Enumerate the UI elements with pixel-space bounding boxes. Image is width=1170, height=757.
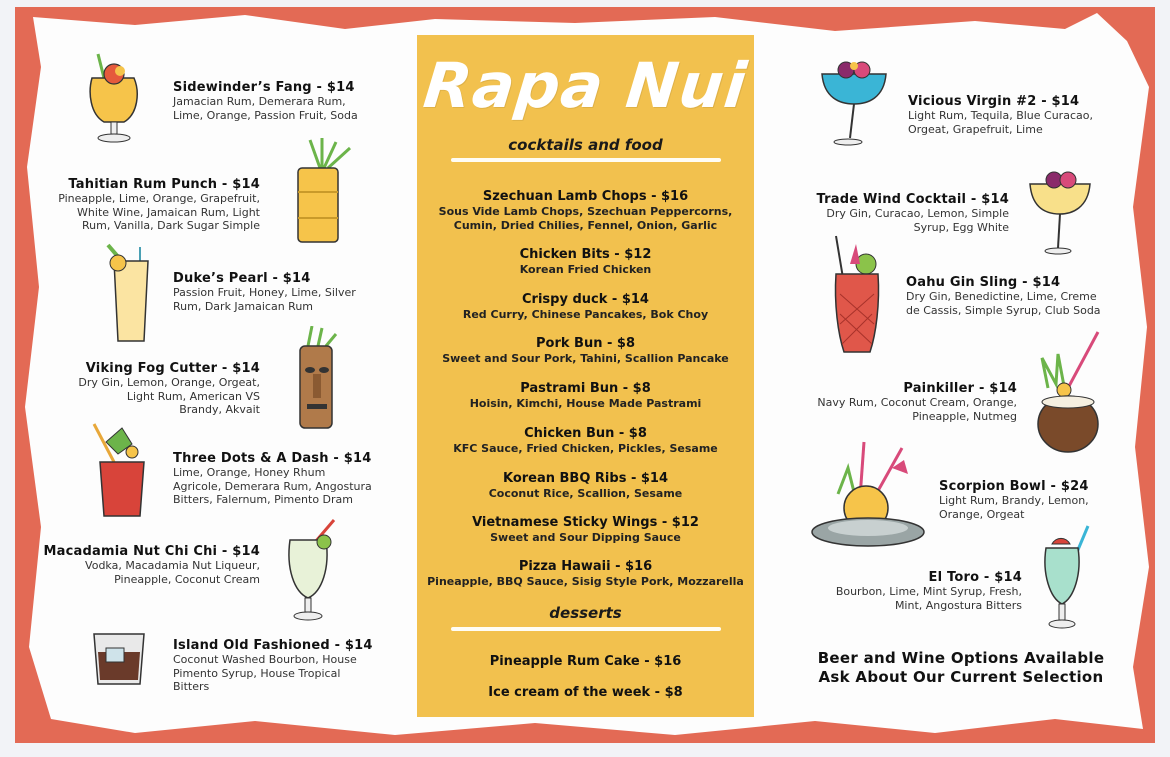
cocktail-island-old-fashioned (173, 638, 373, 694)
food-item (417, 247, 754, 277)
food-item (417, 381, 754, 411)
food-title: Chicken Bits - $12 (519, 247, 652, 262)
cocktail-ingredients: Rum, Dark Jamaican Rum (173, 299, 314, 313)
divider (451, 158, 721, 162)
cocktail-ingredients: Passion Fruit, Honey, Lime, Silver (173, 286, 356, 299)
food-title: Szechuan Lamb Chops - $16 (482, 189, 689, 204)
food-menu-panel (417, 35, 754, 717)
cocktail-ingredients: Pineapple, Coconut Cream (114, 572, 260, 586)
yellow-coupe-icon (1026, 168, 1094, 256)
food-title: Pizza Hawaii - $16 (518, 559, 653, 574)
food-title: Crispy duck - $14 (522, 292, 649, 307)
food-desc: Pineapple, BBQ Sauce, Sisig Style Pork, Mozzarella (427, 575, 744, 588)
cocktail-dukes-pearl (173, 271, 356, 313)
cocktail-ingredients: Dry Gin, Benedictine, Lime, Creme (906, 290, 1097, 303)
food-title: Korean BBQ Ribs - $14 (502, 471, 669, 486)
divider (451, 627, 721, 631)
note-line: Ask About Our Current Selection (818, 668, 1104, 686)
cocktail-ingredients: Bourbon, Lime, Mint Syrup, Fresh, (835, 585, 1022, 598)
logo: Rapa Nui (420, 49, 751, 122)
cocktail-title: Duke’s Pearl - $14 (173, 271, 311, 286)
dessert-title: Ice cream of the week - $8 (488, 685, 683, 700)
food-item (417, 292, 754, 322)
cocktail-ingredients: Light Rum, Brandy, Lemon, (939, 494, 1089, 507)
tiki-mug-icon (296, 326, 340, 432)
cocktail-title: Tahitian Rum Punch - $14 (68, 177, 260, 192)
food-desc: Cumin, Dried Chilies, Fennel, Onion, Garlic (453, 219, 718, 232)
food-desc: Korean Fried Chicken (519, 263, 652, 276)
cocktail-ingredients: Mint, Angostura Bitters (894, 598, 1022, 612)
cocktail-title: Scorpion Bowl - $24 (939, 479, 1089, 494)
cocktail-painkiller (800, 381, 1017, 423)
mint-hurricane-icon (1038, 524, 1094, 632)
food-title: Pork Bun - $8 (536, 336, 635, 351)
cocktail-title: Trade Wind Cocktail - $14 (816, 192, 1009, 207)
pineapple-glass-icon (826, 234, 886, 356)
cocktail-ingredients: Agricole, Demerara Rum, Angostura (173, 479, 372, 493)
cocktail-title: Viking Fog Cutter - $14 (85, 361, 260, 376)
food-item (417, 189, 754, 233)
dessert-item (417, 685, 754, 701)
bamboo-cup-icon (292, 138, 356, 246)
cocktail-ingredients: Lime, Orange, Passion Fruit, Soda (173, 108, 358, 122)
cocktail-ingredients: Lime, Orange, Honey Rhum (173, 466, 326, 479)
food-item (417, 559, 754, 589)
cocktail-ingredients: Brandy, Akvait (179, 403, 260, 416)
cocktail-title: Island Old Fashioned - $14 (173, 638, 373, 653)
cocktail-ingredients: Bitters, Falernum, Pimento Dram (173, 493, 353, 506)
cocktail-ingredients: Rum, Vanilla, Dark Sugar Simple (82, 219, 260, 232)
cocktail-title: Vicious Virgin #2 - $14 (908, 94, 1080, 109)
cocktail-ingredients: Coconut Washed Bourbon, House (173, 653, 357, 666)
cocktail-ingredients: Navy Rum, Coconut Cream, Orange, (817, 396, 1017, 409)
dessert-title: Pineapple Rum Cake - $16 (489, 654, 682, 669)
rocks-glass-garnish-icon (92, 422, 150, 520)
cocktail-title: El Toro - $14 (928, 570, 1022, 585)
food-item (417, 471, 754, 501)
cocktail-ingredients: Bitters (173, 680, 210, 693)
food-desc: Coconut Rice, Scallion, Sesame (488, 487, 683, 500)
scorpion-bowl-icon (808, 438, 930, 554)
cocktail-sidewinders-fang (173, 80, 358, 122)
cocktail-title: Three Dots & A Dash - $14 (173, 451, 372, 466)
cocktail-ingredients: Orgeat, Grapefruit, Lime (908, 122, 1043, 136)
food-title: Chicken Bun - $8 (524, 426, 647, 441)
cocktail-scorpion-bowl (939, 479, 1089, 521)
cocktail-ingredients: Vodka, Macadamia Nut Liqueur, (85, 559, 260, 572)
cocktail-tahitian-rum-punch (40, 177, 260, 233)
cocktail-ingredients: Jamacian Rum, Demerara Rum, (173, 95, 346, 108)
cocktail-ingredients: Pineapple, Nutmeg (912, 409, 1017, 423)
cocktail-trade-wind (790, 192, 1009, 234)
food-desc: Hoisin, Kimchi, House Made Pastrami (469, 397, 702, 410)
cocktail-title: Sidewinder’s Fang - $14 (173, 80, 355, 95)
menu-subtitle: cocktails and food (508, 136, 663, 154)
cocktail-ingredients: Pimento Syrup, House Tropical (173, 666, 341, 680)
food-desc: Sous Vide Lamb Chops, Szechuan Peppercorns, (438, 205, 733, 218)
chi-chi-glass-icon (280, 518, 338, 624)
food-title: Vietnamese Sticky Wings - $12 (472, 515, 699, 530)
cocktail-ingredients: Light Rum, American VS (126, 389, 260, 403)
food-item (417, 336, 754, 366)
cocktail-ingredients: de Cassis, Simple Syrup, Club Soda (906, 303, 1101, 317)
cocktail-ingredients: White Wine, Jamaican Rum, Light (77, 205, 260, 219)
cocktail-el-toro (800, 570, 1022, 612)
coconut-cup-icon (1034, 328, 1104, 456)
food-item (417, 515, 754, 545)
cocktail-vicious-virgin-2 (908, 94, 1093, 136)
dessert-item (417, 654, 754, 670)
cocktail-ingredients: Pineapple, Lime, Orange, Grapefruit, (58, 192, 260, 205)
cocktail-viking-fog-cutter (40, 361, 260, 417)
cocktail-title: Macadamia Nut Chi Chi - $14 (43, 544, 260, 559)
food-desc: Sweet and Sour Pork, Tahini, Scallion Pancake (442, 352, 729, 365)
cocktail-macadamia-nut-chi-chi (40, 544, 260, 586)
food-title: Pastrami Bun - $8 (520, 381, 651, 396)
desserts-heading: desserts (549, 604, 622, 622)
blue-coupe-icon (818, 58, 890, 148)
cocktail-oahu-gin-sling (906, 275, 1101, 317)
cocktail-ingredients: Light Rum, Tequila, Blue Curacao, (908, 109, 1093, 122)
cocktail-ingredients: Dry Gin, Curacao, Lemon, Simple (826, 207, 1009, 220)
hurricane-glass-icon (84, 52, 146, 148)
beer-wine-note (810, 649, 1112, 687)
note-line: Beer and Wine Options Available (817, 649, 1105, 667)
collins-glass-icon (104, 243, 156, 345)
food-desc: Red Curry, Chinese Pancakes, Bok Choy (462, 308, 709, 321)
cocktail-ingredients: Syrup, Egg White (913, 220, 1009, 234)
cocktail-ingredients: Orange, Orgeat (939, 507, 1025, 521)
cocktail-title: Oahu Gin Sling - $14 (906, 275, 1061, 290)
cocktail-title: Painkiller - $14 (903, 381, 1017, 396)
cocktail-ingredients: Dry Gin, Lemon, Orange, Orgeat, (78, 376, 260, 389)
old-fashioned-glass-icon (90, 626, 148, 688)
food-desc: KFC Sauce, Fried Chicken, Pickles, Sesame (453, 442, 718, 455)
food-desc: Sweet and Sour Dipping Sauce (490, 531, 681, 544)
food-item (417, 426, 754, 456)
cocktail-three-dots-and-a-dash (173, 451, 372, 507)
